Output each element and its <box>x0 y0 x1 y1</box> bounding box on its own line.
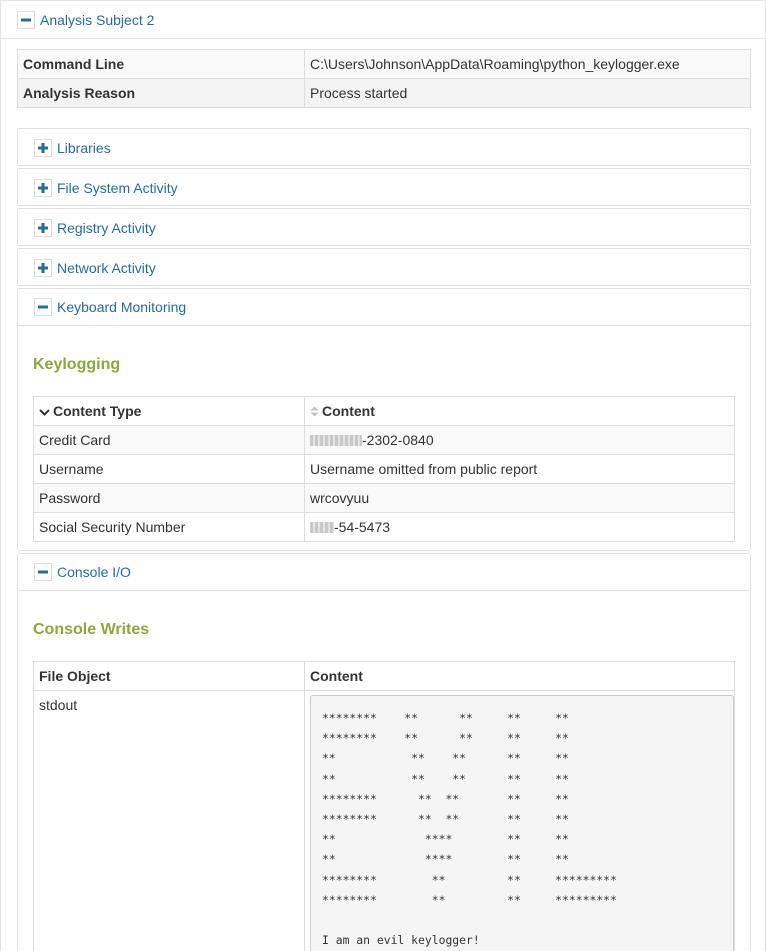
console-io-link[interactable]: Console I/O <box>57 564 131 580</box>
console-writes-table <box>33 661 735 951</box>
minus-icon[interactable] <box>34 298 52 316</box>
libraries-link[interactable]: Libraries <box>57 139 111 156</box>
redacted-mask <box>310 522 334 533</box>
registry-activity-header[interactable] <box>18 209 750 246</box>
content-cell <box>305 426 735 455</box>
analysis-subject-header[interactable] <box>1 1 765 39</box>
keyboard-monitoring-link[interactable]: Keyboard Monitoring <box>57 299 187 315</box>
file-system-activity-header[interactable] <box>18 169 750 206</box>
content-type-cell: Credit Card <box>34 426 305 455</box>
content-column-header[interactable] <box>305 397 735 426</box>
content-cell: Username omitted from public report <box>305 455 735 484</box>
file-object-column-header: File Object <box>34 662 305 691</box>
console-content-cell <box>305 691 735 951</box>
registry-activity-section <box>17 208 751 246</box>
content-type-header-label: Content Type <box>53 403 142 419</box>
subject-properties-table <box>17 49 751 108</box>
network-activity-header[interactable] <box>18 249 750 286</box>
libraries-header[interactable] <box>18 129 750 166</box>
redacted-mask <box>310 435 362 446</box>
plus-icon[interactable] <box>34 259 52 277</box>
network-activity-link[interactable]: Network Activity <box>57 259 156 276</box>
plus-icon[interactable] <box>34 219 52 237</box>
plus-icon[interactable] <box>34 179 52 197</box>
chevron-down-icon <box>39 407 50 417</box>
table-row <box>34 691 735 951</box>
table-header-row <box>34 397 735 426</box>
analysis-reason-label: Analysis Reason <box>18 79 305 108</box>
console-writes-heading: Console Writes <box>33 621 150 638</box>
ssn-value: -54-5473 <box>334 519 391 535</box>
file-system-activity-section <box>17 168 751 206</box>
credit-card-value: -2302-0840 <box>362 432 434 448</box>
table-row <box>18 50 751 79</box>
network-activity-section <box>17 248 751 286</box>
analysis-reason-value: Process started <box>305 79 751 108</box>
console-output[interactable]: ******** ** ** ** ** ******** ** ** ** ** ** ** ** ** ** ** ** ** ** ** ******** ** ** ** ** ******** ** ** ** ** ** **** ** ** ** **** ** ** ******** ** ** ********* ******** ** ** ********* I am an evil keylogger! <box>310 695 734 951</box>
content-type-cell: Social Security Number <box>34 513 305 542</box>
content-type-cell: Username <box>34 455 305 484</box>
console-content-column-header: Content <box>305 662 735 691</box>
keylogging-table <box>33 396 735 542</box>
command-line-label: Command Line <box>18 50 305 79</box>
command-line-value: C:\Users\Johnson\AppData\Roaming\python_keylogger.exe <box>305 50 751 79</box>
libraries-section <box>17 128 751 166</box>
table-row <box>18 79 751 108</box>
content-header-label: Content <box>322 403 375 419</box>
content-cell <box>305 513 735 542</box>
keyboard-monitoring-section <box>17 288 751 551</box>
file-system-activity-link[interactable]: File System Activity <box>57 179 178 196</box>
file-object-cell: stdout <box>34 691 305 951</box>
minus-icon[interactable] <box>17 11 35 29</box>
table-row <box>34 455 735 484</box>
keylogging-heading: Keylogging <box>33 356 121 373</box>
registry-activity-link[interactable]: Registry Activity <box>57 219 156 236</box>
table-row <box>34 426 735 455</box>
table-header-row <box>34 662 735 691</box>
keyboard-monitoring-header[interactable] <box>18 289 750 326</box>
console-io-section <box>17 553 751 951</box>
content-cell: wrcovyuu <box>305 484 735 513</box>
sort-icon <box>310 406 319 417</box>
content-type-column-header[interactable] <box>34 397 305 426</box>
minus-icon[interactable] <box>34 563 52 581</box>
analysis-subject-title[interactable]: Analysis Subject 2 <box>40 11 155 28</box>
plus-icon[interactable] <box>34 139 52 157</box>
table-row <box>34 484 735 513</box>
table-row <box>34 513 735 542</box>
console-io-header[interactable] <box>18 554 750 591</box>
content-type-cell: Password <box>34 484 305 513</box>
